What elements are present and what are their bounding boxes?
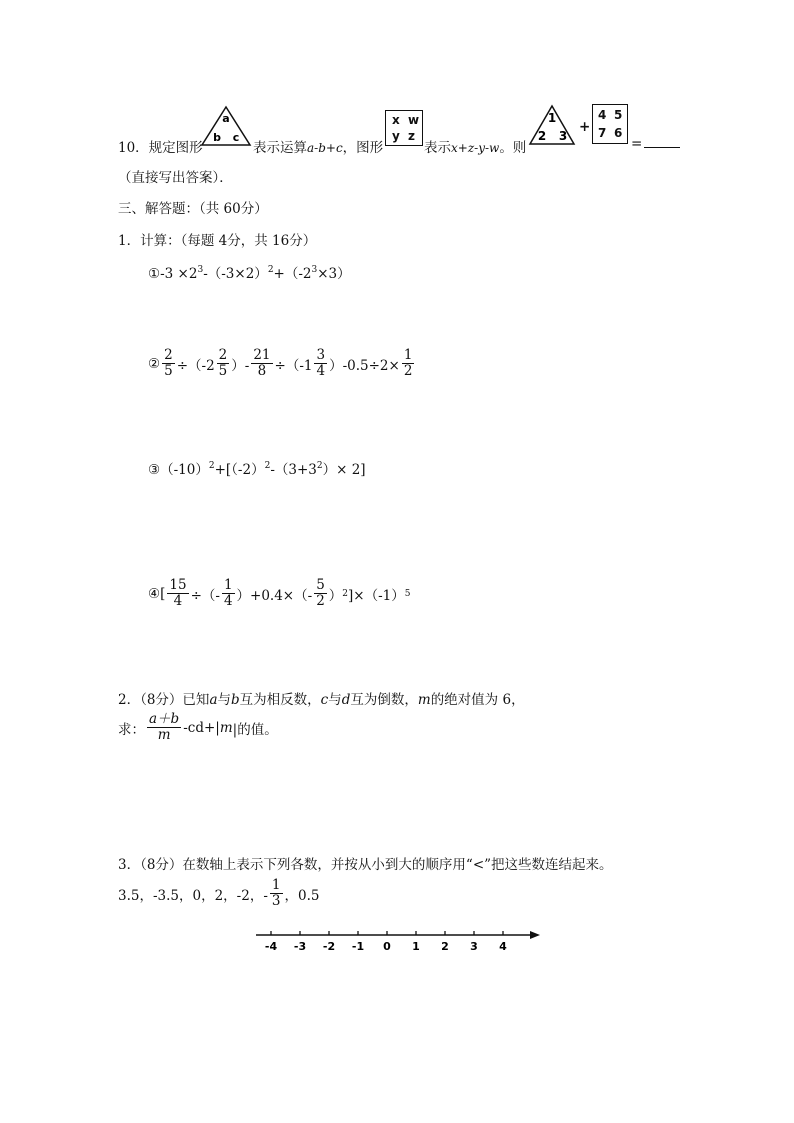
axis-tick-label: 3 <box>470 940 478 953</box>
value-triangle-figure <box>528 104 576 146</box>
section-title: 三、解答题：（共 60分） <box>118 201 268 217</box>
q3-numbers: 3.5，-3.5，0，2，-2，- $\frac{1}{3}$ ，0.5 <box>118 877 320 909</box>
box-value-4: 4 <box>598 108 607 122</box>
box-label-x: x <box>392 113 400 127</box>
op-xzyw: x+z-y-w <box>451 141 500 155</box>
axis-tick-label: 1 <box>412 940 420 953</box>
value-square-figure <box>592 104 628 144</box>
axis-arrow-icon <box>530 931 540 939</box>
q1-part2: ② $\frac{2}{5}$ ÷（-2 $\frac{2}{5}$ ）- $\frac{21}{8}$ ÷（-1 $\frac{3}{4}$ ）-0.5÷2× $\frac{1}{2}$ <box>148 347 413 379</box>
tri-label-a: a <box>222 112 230 125</box>
generic-square-figure <box>385 110 423 146</box>
box-value-5: 5 <box>614 108 623 122</box>
q2-line1: 2．（8分）已知a与b互为相反数，c与d互为倒数，m的绝对值为 6， <box>118 692 525 708</box>
box-value-7: 7 <box>598 126 607 140</box>
axis-tick-label: 2 <box>441 940 449 953</box>
tri-value-2: 2 <box>537 129 547 143</box>
q1-part1: ①-3 $\times 2^3-(-3\times 2)^2+(-2^3\times 3)$ <box>148 265 351 282</box>
q1-part4: ④[ $\frac{15}{4}$ ÷（- $\frac{1}{4}$ ）+0.4×（- $\frac{5}{2}$ ） 2 ]×（-1） 5 <box>148 577 411 609</box>
box-label-z: z <box>408 129 415 143</box>
box-label-w: w <box>408 113 420 127</box>
q1-part3: $③(-10)^2+[(-2)^2-(3+3^2)\times 2]$ <box>148 461 366 478</box>
q10-text1: 表示运算a-b+c，图形 <box>253 140 384 156</box>
axis-tick-label: 4 <box>499 940 507 953</box>
number-line <box>252 925 544 957</box>
box-value-6: 6 <box>614 126 623 140</box>
axis-tick-label: -2 <box>322 940 336 953</box>
q3-title: 3．（8分）在数轴上表示下列各数，并按从小到大的顺序用“<”把这些数连结起来。 <box>118 857 613 873</box>
axis-tick-label: -3 <box>293 940 307 953</box>
tri-value-3: 3 <box>558 129 568 143</box>
answer-blank[interactable] <box>644 147 680 148</box>
box-label-y: y <box>392 129 400 143</box>
tri-label-b: b <box>213 131 221 144</box>
generic-triangle-figure <box>200 105 252 147</box>
q10-plus: + <box>579 119 591 135</box>
op-abc: a-b+c <box>307 141 343 155</box>
q10-note: （直接写出答案）． <box>118 170 233 186</box>
axis-tick-label: -1 <box>351 940 365 953</box>
q1-title: 1．计算：（每题 4分，共 16分） <box>118 233 317 249</box>
q2-line2: 求： $\frac{a+b}{m}$ -cd+| m |的值。 <box>118 711 278 743</box>
q10-answer: = <box>631 136 680 152</box>
q10-text2: 表示x+z-y-w。则 <box>424 140 527 156</box>
axis-tick-label: 0 <box>383 940 391 953</box>
q10-number: 10．规定图形 <box>118 140 203 156</box>
axis-tick-label: -4 <box>264 940 278 953</box>
tri-label-c: c <box>232 131 240 144</box>
tri-value-1: 1 <box>547 111 557 125</box>
